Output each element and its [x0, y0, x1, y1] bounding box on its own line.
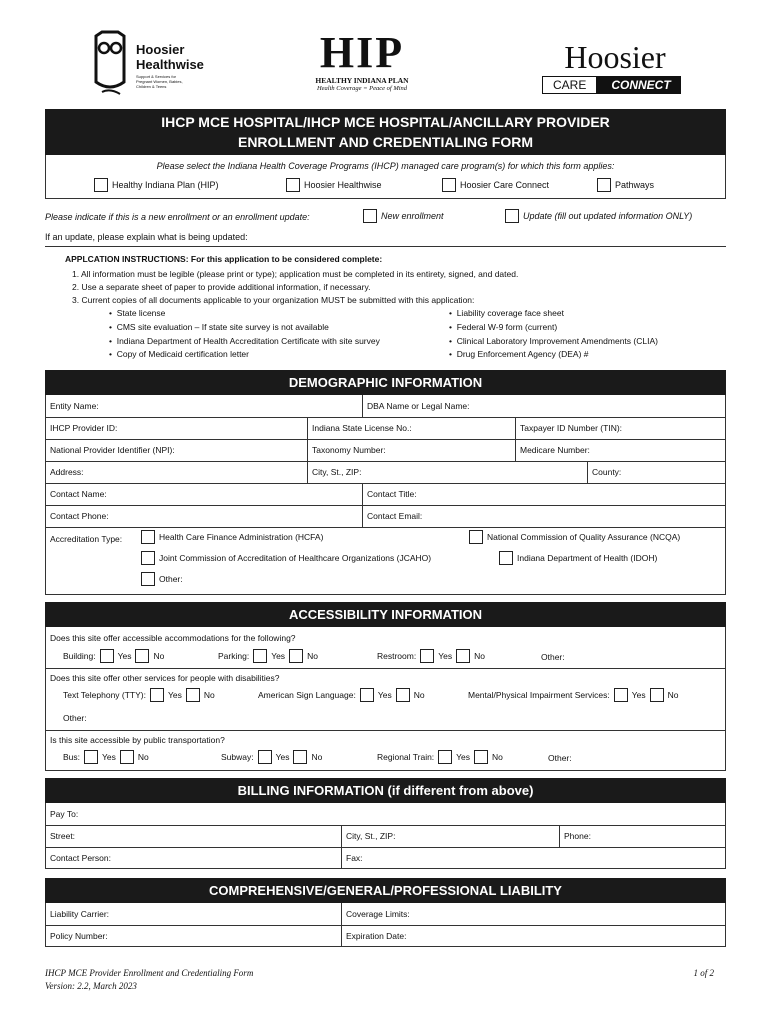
yes-label: Yes — [631, 690, 646, 700]
building-label: Building: — [63, 651, 96, 661]
pathways-option-label: Pathways — [615, 180, 655, 190]
tin-field[interactable]: Taxpayer ID Number (TIN): — [520, 423, 623, 433]
healthwise-checkbox[interactable] — [286, 178, 300, 192]
instructions-box — [45, 246, 726, 364]
hoosier-healthwise-logo — [92, 30, 212, 98]
asl-label: American Sign Language: — [258, 690, 356, 700]
county-field[interactable]: County: — [592, 467, 622, 477]
care-connect-word: Hoosier — [564, 39, 666, 75]
asl-yes-checkbox[interactable] — [360, 688, 374, 702]
no-label: No — [203, 690, 215, 700]
demographic-header: DEMOGRAPHIC INFORMATION — [45, 370, 726, 395]
no-label: No — [307, 651, 318, 661]
liability-header: COMPREHENSIVE/GENERAL/PROFESSIONAL LIABILITY — [45, 878, 726, 903]
ncqa-checkbox[interactable] — [469, 530, 483, 544]
hip-main: HIP — [319, 28, 405, 77]
doc-item: • Liability coverage face sheet — [449, 308, 564, 318]
instruction-item: 3. Current copies of all documents applicable to your organization MUST be submitted with this application: — [72, 295, 475, 305]
taxonomy-field[interactable]: Taxonomy Number: — [308, 439, 516, 461]
other-accreditation-checkbox[interactable] — [141, 572, 155, 586]
bus-no-checkbox[interactable] — [120, 750, 134, 764]
hip-logo — [304, 30, 420, 100]
bus-label: Bus: — [63, 752, 81, 762]
doc-item: • Drug Enforcement Agency (DEA) # — [449, 349, 589, 359]
program-prompt: Please select the Indiana Health Coverage Programs (IHCP) managed care program(s) for which this form applies: — [156, 161, 615, 171]
healthwise-tagline: Support & Services for Pregnant Women, Babies, Children & Teens — [136, 74, 183, 89]
parking-label: Parking: — [218, 651, 250, 661]
billing-contact-field[interactable]: Contact Person: — [46, 847, 342, 869]
yes-label: Yes — [377, 690, 392, 700]
mental-label: Mental/Physical Impairment Services: — [468, 690, 610, 700]
bus-yes-checkbox[interactable] — [84, 750, 98, 764]
other-accreditation-label: Other: — [159, 574, 183, 584]
footer-page-number: 1 of 2 — [693, 968, 714, 978]
idoh-label: Indiana Department of Health (IDOH) — [517, 553, 658, 563]
services-question: Does this site offer other services for people with disabilities? — [50, 673, 280, 683]
contact-phone-field[interactable]: Contact Phone: — [46, 505, 363, 527]
healthwise-line2: Healthwise — [136, 57, 204, 72]
policy-number-field[interactable]: Policy Number: — [46, 925, 342, 947]
healthwise-option-label: Hoosier Healthwise — [304, 180, 382, 190]
billing-city-field[interactable]: City, St., ZIP: — [342, 825, 560, 847]
accessibility-table — [45, 627, 726, 771]
doc-item: • Copy of Medicaid certification letter — [109, 349, 249, 359]
footer-version: Version: 2.2, March 2023 — [45, 981, 137, 991]
no-label: No — [413, 690, 425, 700]
yes-label: Yes — [275, 752, 290, 762]
expiration-date-field[interactable]: Expiration Date: — [346, 931, 407, 941]
billing-phone-field[interactable]: Phone: — [564, 831, 591, 841]
accommodation-other-label: Other: — [541, 652, 565, 662]
update-explain-label: If an update, please explain what is being updated: — [45, 232, 248, 242]
doc-item: • Clinical Laboratory Improvement Amendments (CLIA) — [449, 336, 658, 346]
dba-field[interactable]: DBA Name or Legal Name: — [367, 401, 470, 411]
hcfa-label: Health Care Finance Administration (HCFA) — [159, 532, 324, 542]
owl-icon — [92, 30, 128, 96]
yes-label: Yes — [117, 651, 132, 661]
liability-table — [45, 903, 726, 947]
ncqa-label: National Commission of Quality Assurance (NCQA) — [487, 532, 681, 542]
restroom-yes-checkbox[interactable] — [420, 649, 434, 663]
no-label: No — [137, 752, 149, 762]
pay-to-field[interactable]: Pay To: — [50, 809, 79, 819]
instructions-heading: APPLCATION INSTRUCTIONS: For this application to be considered complete: — [65, 254, 383, 264]
billing-header: BILLING INFORMATION (if different from above) — [45, 778, 726, 803]
train-yes-checkbox[interactable] — [438, 750, 452, 764]
yes-label: Yes — [102, 752, 116, 762]
asl-no-checkbox[interactable] — [396, 688, 410, 702]
no-label: No — [474, 651, 485, 661]
no-label: No — [667, 690, 679, 700]
yes-label: Yes — [168, 690, 182, 700]
demographic-table — [45, 395, 726, 595]
mental-no-checkbox[interactable] — [650, 688, 664, 702]
doc-item: • Indiana Department of Health Accreditation Certificate with site survey — [109, 336, 380, 346]
care-connect-option-label: Hoosier Care Connect — [460, 180, 550, 190]
train-label: Regional Train: — [377, 752, 435, 762]
contact-title-field[interactable]: Contact Title: — [367, 489, 417, 499]
subway-no-checkbox[interactable] — [293, 750, 307, 764]
care-connect-logo — [542, 40, 688, 98]
contact-name-field[interactable]: Contact Name: — [46, 483, 363, 505]
yes-label: Yes — [271, 651, 286, 661]
no-label: No — [311, 752, 323, 762]
services-other-label: Other: — [63, 713, 87, 723]
title-line2: ENROLLMENT AND CREDENTIALING FORM — [237, 134, 534, 150]
healthwise-line1: Hoosier — [136, 42, 185, 57]
tty-yes-checkbox[interactable] — [150, 688, 164, 702]
yes-label: Yes — [438, 651, 453, 661]
restroom-label: Restroom: — [377, 651, 417, 661]
hip-checkbox[interactable] — [94, 178, 108, 192]
program-select-section — [45, 155, 726, 199]
idoh-checkbox[interactable] — [499, 551, 513, 565]
instruction-item: 1. All information must be legible (please print or type); application must be completed in its entirety, signed, and dated. — [72, 269, 519, 279]
new-enrollment-label: New enrollment — [381, 211, 444, 221]
building-no-checkbox[interactable] — [135, 649, 149, 663]
enrollment-prompt: Please indicate if this is a new enrollment or an enrollment update: — [45, 212, 310, 222]
footer-form-name: IHCP MCE Provider Enrollment and Credentialing Form — [45, 968, 254, 978]
coverage-limits-field[interactable]: Coverage Limits: — [346, 909, 410, 919]
npi-field[interactable]: National Provider Identifier (NPI): — [46, 439, 308, 461]
restroom-no-checkbox[interactable] — [456, 649, 470, 663]
contact-email-field[interactable]: Contact Email: — [367, 511, 423, 521]
instruction-item: 2. Use a separate sheet of paper to provide additional information, if necessary. — [72, 282, 371, 292]
mental-yes-checkbox[interactable] — [614, 688, 628, 702]
subway-yes-checkbox[interactable] — [258, 750, 272, 764]
transport-other-label: Other: — [548, 753, 572, 763]
city-field[interactable]: City, St., ZIP: — [308, 461, 588, 483]
building-yes-checkbox[interactable] — [100, 649, 114, 663]
hip-name: HEALTHY INDIANA PLAN — [315, 76, 409, 85]
no-label: No — [153, 651, 165, 661]
tty-no-checkbox[interactable] — [186, 688, 200, 702]
hcfa-checkbox[interactable] — [141, 530, 155, 544]
address-field[interactable]: Address: — [46, 461, 308, 483]
parking-no-checkbox[interactable] — [289, 649, 303, 663]
state-license-field[interactable]: Indiana State License No.: — [308, 417, 516, 439]
tty-label: Text Telephony (TTY): — [63, 690, 146, 700]
subway-label: Subway: — [221, 752, 254, 762]
form-title — [45, 109, 726, 155]
title-line1: IHCP MCE HOSPITAL/IHCP MCE HOSPITAL/ANCILLARY PROVIDER — [161, 114, 610, 130]
doc-item: • CMS site evaluation – If state site survey is not available — [109, 322, 329, 332]
update-checkbox[interactable] — [505, 209, 519, 223]
care-connect-checkbox[interactable] — [442, 178, 456, 192]
billing-street-field[interactable]: Street: — [46, 825, 342, 847]
hip-option-label: Healthy Indiana Plan (HIP) — [112, 180, 219, 190]
yes-label: Yes — [456, 752, 471, 762]
entity-name-field[interactable]: Entity Name: — [46, 395, 363, 417]
accreditation-label: Accreditation Type: — [50, 534, 123, 544]
billing-fax-field[interactable]: Fax: — [346, 853, 363, 863]
no-label: No — [492, 752, 503, 762]
jcaho-label: Joint Commission of Accreditation of Healthcare Organizations (JCAHO) — [159, 553, 432, 563]
medicare-field[interactable]: Medicare Number: — [520, 445, 590, 455]
pathways-checkbox[interactable] — [597, 178, 611, 192]
provider-id-field[interactable]: IHCP Provider ID: — [46, 417, 308, 439]
transport-question: Is this site accessible by public transportation? — [50, 735, 225, 745]
update-label: Update (fill out updated information ONLY) — [523, 211, 693, 221]
connect-label: CONNECT — [597, 76, 680, 94]
doc-item: • State license — [109, 308, 166, 318]
liability-carrier-field[interactable]: Liability Carrier: — [46, 903, 342, 925]
care-label: CARE — [542, 76, 597, 94]
doc-item: • Federal W-9 form (current) — [449, 322, 558, 332]
parking-yes-checkbox[interactable] — [253, 649, 267, 663]
billing-table — [45, 803, 726, 869]
accessibility-header: ACCESSIBILITY INFORMATION — [45, 602, 726, 627]
hip-tagline: Health Coverage = Peace of Mind — [316, 85, 408, 92]
jcaho-checkbox[interactable] — [141, 551, 155, 565]
accommodations-question: Does this site offer accessible accommodations for the following? — [50, 633, 296, 643]
train-no-checkbox[interactable] — [474, 750, 488, 764]
new-enrollment-checkbox[interactable] — [363, 209, 377, 223]
